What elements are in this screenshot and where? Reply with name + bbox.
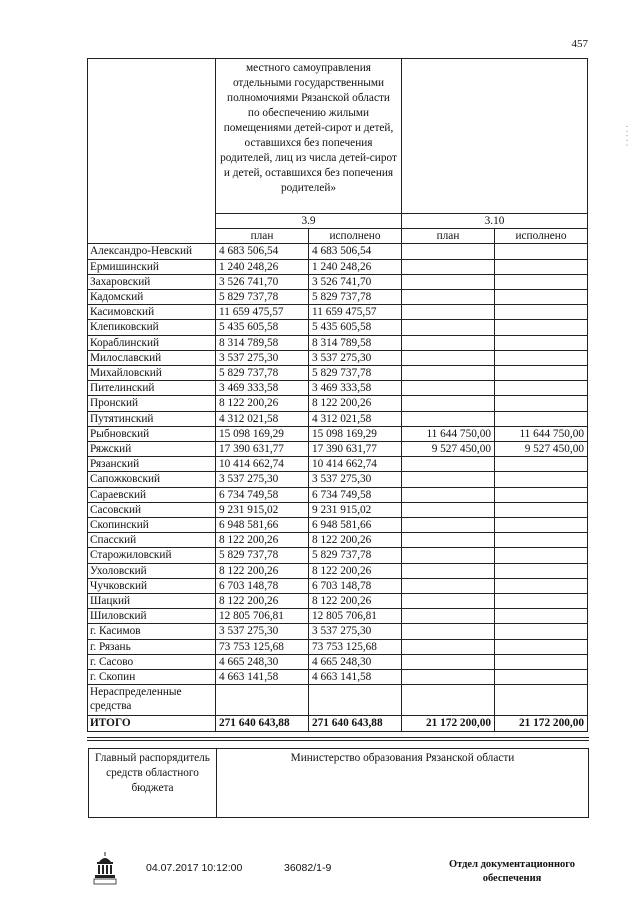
table-row <box>88 624 588 639</box>
plan-3-10-cell <box>402 381 495 396</box>
plan-3-9-cell: 4 312 021,58 <box>216 411 309 426</box>
plan-3-9-cell: 5 829 737,78 <box>216 290 309 305</box>
done-3-9-cell: 8 122 200,26 <box>309 396 402 411</box>
plan-3-10-cell <box>402 639 495 654</box>
row-name-cell: Пителинский <box>88 381 216 396</box>
table-row <box>88 244 588 259</box>
caption-right-empty <box>402 59 588 214</box>
done-3-9-cell: 3 469 333,58 <box>309 381 402 396</box>
row-name-cell: Чучковский <box>88 578 216 593</box>
done-3-10-cell: 11 644 750,00 <box>495 426 588 441</box>
budget-table <box>87 58 588 732</box>
caption-row <box>88 59 588 214</box>
table-row <box>88 305 588 320</box>
row-name-cell: Сасовский <box>88 502 216 517</box>
plan-3-10-cell <box>402 624 495 639</box>
done-3-9-cell: 3 537 275,30 <box>309 472 402 487</box>
budget-holder-row <box>89 749 589 818</box>
done-3-9-cell: 73 753 125,68 <box>309 639 402 654</box>
done-3-9-cell: 1 240 248,26 <box>309 259 402 274</box>
plan-3-10-cell <box>402 670 495 685</box>
done-3-9-cell: 5 829 737,78 <box>309 366 402 381</box>
plan-3-9-cell: 10 414 662,74 <box>216 457 309 472</box>
plan-3-9-cell: 17 390 631,77 <box>216 442 309 457</box>
row-name-cell: г. Касимов <box>88 624 216 639</box>
footer-doc-number: 36082/1-9 <box>284 862 332 874</box>
done-3-10-cell <box>495 548 588 563</box>
table-row <box>88 502 588 517</box>
done-3-9-cell: 5 435 605,58 <box>309 320 402 335</box>
done-3-9-cell: 11 659 475,57 <box>309 305 402 320</box>
plan-3-9-cell: 8 122 200,26 <box>216 533 309 548</box>
row-name-cell: Милославский <box>88 350 216 365</box>
row-name-cell: Старожиловский <box>88 548 216 563</box>
col-done-3-9: исполнено <box>309 229 402 244</box>
row-name-cell: Сараевский <box>88 487 216 502</box>
done-3-10-cell <box>495 670 588 685</box>
unallocated-row <box>88 685 588 716</box>
plan-3-10-cell: 21 172 200,00 <box>402 716 495 731</box>
table-row <box>88 274 588 289</box>
done-3-10-cell <box>495 654 588 669</box>
table-row <box>88 396 588 411</box>
done-3-9-cell: 6 734 749,58 <box>309 487 402 502</box>
table-row <box>88 548 588 563</box>
done-3-9-cell: 12 805 706,81 <box>309 609 402 624</box>
done-3-10-cell <box>495 609 588 624</box>
done-3-9-cell: 5 829 737,78 <box>309 548 402 563</box>
done-3-9-cell: 10 414 662,74 <box>309 457 402 472</box>
plan-3-10-cell <box>402 578 495 593</box>
row-name-cell: Скопинский <box>88 518 216 533</box>
done-3-9-cell: 15 098 169,29 <box>309 426 402 441</box>
done-3-10-cell <box>495 290 588 305</box>
row-name-cell: Пронский <box>88 396 216 411</box>
done-3-10-cell <box>495 487 588 502</box>
plan-3-9-cell: 8 314 789,58 <box>216 335 309 350</box>
table-row <box>88 609 588 624</box>
row-name-cell: Кадомский <box>88 290 216 305</box>
table-row <box>88 320 588 335</box>
table-row <box>88 578 588 593</box>
plan-3-9-cell: 1 240 248,26 <box>216 259 309 274</box>
done-3-10-cell <box>495 624 588 639</box>
table-row <box>88 335 588 350</box>
plan-3-9-cell: 4 683 506,54 <box>216 244 309 259</box>
done-3-10-cell <box>495 259 588 274</box>
row-name-cell: Спасский <box>88 533 216 548</box>
plan-3-9-cell: 11 659 475,57 <box>216 305 309 320</box>
table-caption: местного самоуправления отдельными государственными полномочиями Рязанской области по обеспечению жилыми помещениями детей-сирот и детей, оставшихся без попечения родителей, лиц из числа детей-сирот и детей, оставшихся без попечения родителей» <box>216 59 402 214</box>
plan-3-9-cell: 5 829 737,78 <box>216 366 309 381</box>
row-name-cell: Шацкий <box>88 594 216 609</box>
row-name-cell: г. Скопин <box>88 670 216 685</box>
plan-3-9-cell: 5 829 737,78 <box>216 548 309 563</box>
done-3-9-cell: 4 663 141,58 <box>309 670 402 685</box>
table-row <box>88 654 588 669</box>
plan-3-9-cell: 8 122 200,26 <box>216 563 309 578</box>
done-3-9-cell: 8 122 200,26 <box>309 533 402 548</box>
done-3-10-cell <box>495 457 588 472</box>
done-3-10-cell <box>495 350 588 365</box>
done-3-10-cell <box>495 563 588 578</box>
col-plan-3-10: план <box>402 229 495 244</box>
plan-3-9-cell: 3 526 741,70 <box>216 274 309 289</box>
plan-3-10-cell: 11 644 750,00 <box>402 426 495 441</box>
plan-3-10-cell <box>402 548 495 563</box>
plan-3-9-cell: 4 663 141,58 <box>216 670 309 685</box>
plan-3-10-cell <box>402 685 495 716</box>
table-row <box>88 563 588 578</box>
row-name-cell: г. Сасово <box>88 654 216 669</box>
total-row <box>88 716 588 731</box>
plan-3-10-cell <box>402 244 495 259</box>
done-3-10-cell <box>495 578 588 593</box>
table-double-rule <box>87 737 589 741</box>
done-3-9-cell: 17 390 631,77 <box>309 442 402 457</box>
done-3-10-cell <box>495 274 588 289</box>
done-3-9-cell: 6 948 581,66 <box>309 518 402 533</box>
done-3-10-cell <box>495 366 588 381</box>
row-name-cell: Рязанский <box>88 457 216 472</box>
col-plan-3-9: план <box>216 229 309 244</box>
plan-3-9-cell: 3 537 275,30 <box>216 624 309 639</box>
done-3-9-cell: 4 312 021,58 <box>309 411 402 426</box>
done-3-10-cell <box>495 533 588 548</box>
done-3-10-cell <box>495 472 588 487</box>
plan-3-9-cell: 3 537 275,30 <box>216 350 309 365</box>
plan-3-9-cell: 271 640 643,88 <box>216 716 309 731</box>
plan-3-10-cell <box>402 487 495 502</box>
row-name-cell: Захаровский <box>88 274 216 289</box>
plan-3-10-cell <box>402 335 495 350</box>
table-row <box>88 442 588 457</box>
plan-3-9-cell: 6 948 581,66 <box>216 518 309 533</box>
table-row <box>88 290 588 305</box>
done-3-9-cell: 9 231 915,02 <box>309 502 402 517</box>
row-name-cell: Александро-Невский <box>88 244 216 259</box>
done-3-10-cell: 9 527 450,00 <box>495 442 588 457</box>
done-3-9-cell: 8 122 200,26 <box>309 594 402 609</box>
plan-3-9-cell: 9 231 915,02 <box>216 502 309 517</box>
plan-3-9-cell: 73 753 125,68 <box>216 639 309 654</box>
table-row <box>88 670 588 685</box>
page-number: 457 <box>571 38 588 50</box>
table-row <box>88 350 588 365</box>
plan-3-10-cell <box>402 594 495 609</box>
done-3-9-cell: 4 683 506,54 <box>309 244 402 259</box>
budget-holder-label: Главный распорядитель средств областного бюджета <box>89 749 217 818</box>
done-3-10-cell <box>495 518 588 533</box>
footer-department: Отдел документационного обеспечения <box>448 859 576 884</box>
done-3-9-cell: 3 537 275,30 <box>309 624 402 639</box>
done-3-10-cell <box>495 594 588 609</box>
done-3-10-cell <box>495 335 588 350</box>
done-3-10-cell <box>495 244 588 259</box>
table-row <box>88 411 588 426</box>
table-row <box>88 639 588 654</box>
table-row <box>88 426 588 441</box>
plan-3-9-cell: 6 703 148,78 <box>216 578 309 593</box>
row-name-cell: Сапожковский <box>88 472 216 487</box>
done-3-9-cell: 271 640 643,88 <box>309 716 402 731</box>
done-3-9-cell: 5 829 737,78 <box>309 290 402 305</box>
group-3-9-header: 3.9 <box>216 214 402 229</box>
plan-3-10-cell <box>402 274 495 289</box>
scan-margin-marks: · · · · · <box>623 125 632 147</box>
done-3-9-cell <box>309 685 402 716</box>
plan-3-10-cell <box>402 518 495 533</box>
plan-3-10-cell: 9 527 450,00 <box>402 442 495 457</box>
table-row <box>88 533 588 548</box>
done-3-10-cell <box>495 502 588 517</box>
plan-3-10-cell <box>402 502 495 517</box>
budget-holder-value: Министерство образования Рязанской области <box>217 749 589 818</box>
table-row <box>88 487 588 502</box>
row-name-cell: Клепиковский <box>88 320 216 335</box>
plan-3-10-cell <box>402 305 495 320</box>
done-3-9-cell: 6 703 148,78 <box>309 578 402 593</box>
done-3-10-cell <box>495 685 588 716</box>
plan-3-10-cell <box>402 350 495 365</box>
plan-3-9-cell: 6 734 749,58 <box>216 487 309 502</box>
plan-3-9-cell: 5 435 605,58 <box>216 320 309 335</box>
row-name-cell: г. Рязань <box>88 639 216 654</box>
table-row <box>88 259 588 274</box>
done-3-10-cell <box>495 411 588 426</box>
done-3-9-cell: 8 314 789,58 <box>309 335 402 350</box>
plan-3-10-cell <box>402 320 495 335</box>
plan-3-10-cell <box>402 290 495 305</box>
done-3-10-cell <box>495 320 588 335</box>
done-3-10-cell: 21 172 200,00 <box>495 716 588 731</box>
row-name-cell: Ермишинский <box>88 259 216 274</box>
row-name-cell: Ряжский <box>88 442 216 457</box>
plan-3-10-cell <box>402 411 495 426</box>
table-row <box>88 366 588 381</box>
plan-3-10-cell <box>402 457 495 472</box>
plan-3-10-cell <box>402 396 495 411</box>
table-row <box>88 457 588 472</box>
row-name-cell: Касимовский <box>88 305 216 320</box>
done-3-9-cell: 4 665 248,30 <box>309 654 402 669</box>
done-3-10-cell <box>495 305 588 320</box>
table-row <box>88 594 588 609</box>
done-3-9-cell: 3 537 275,30 <box>309 350 402 365</box>
caption-empty-cell <box>88 59 216 244</box>
plan-3-9-cell: 12 805 706,81 <box>216 609 309 624</box>
done-3-10-cell <box>495 396 588 411</box>
done-3-10-cell <box>495 639 588 654</box>
table-row <box>88 472 588 487</box>
row-name-cell: Нераспределенные средства <box>88 685 216 716</box>
plan-3-10-cell <box>402 609 495 624</box>
row-name-cell: Михайловский <box>88 366 216 381</box>
done-3-10-cell <box>495 381 588 396</box>
plan-3-9-cell: 8 122 200,26 <box>216 396 309 411</box>
plan-3-10-cell <box>402 563 495 578</box>
row-name-cell: Шиловский <box>88 609 216 624</box>
plan-3-9-cell <box>216 685 309 716</box>
plan-3-9-cell: 3 537 275,30 <box>216 472 309 487</box>
col-done-3-10: исполнено <box>495 229 588 244</box>
plan-3-10-cell <box>402 366 495 381</box>
plan-3-9-cell: 15 098 169,29 <box>216 426 309 441</box>
table-row <box>88 381 588 396</box>
plan-3-9-cell: 3 469 333,58 <box>216 381 309 396</box>
row-name-cell: Рыбновский <box>88 426 216 441</box>
row-name-cell: Путятинский <box>88 411 216 426</box>
plan-3-10-cell <box>402 472 495 487</box>
done-3-9-cell: 3 526 741,70 <box>309 274 402 289</box>
plan-3-10-cell <box>402 533 495 548</box>
budget-holder-table <box>88 748 589 818</box>
plan-3-10-cell <box>402 654 495 669</box>
row-name-cell: Ухоловский <box>88 563 216 578</box>
duma-building-logo-icon <box>92 850 118 886</box>
plan-3-10-cell <box>402 259 495 274</box>
plan-3-9-cell: 4 665 248,30 <box>216 654 309 669</box>
row-name-cell: Кораблинский <box>88 335 216 350</box>
footer-stamp <box>0 858 640 898</box>
plan-3-9-cell: 8 122 200,26 <box>216 594 309 609</box>
done-3-9-cell: 8 122 200,26 <box>309 563 402 578</box>
group-3-10-header: 3.10 <box>402 214 588 229</box>
row-name-cell: ИТОГО <box>88 716 216 731</box>
table-row <box>88 518 588 533</box>
footer-timestamp: 04.07.2017 10:12:00 <box>146 862 243 874</box>
